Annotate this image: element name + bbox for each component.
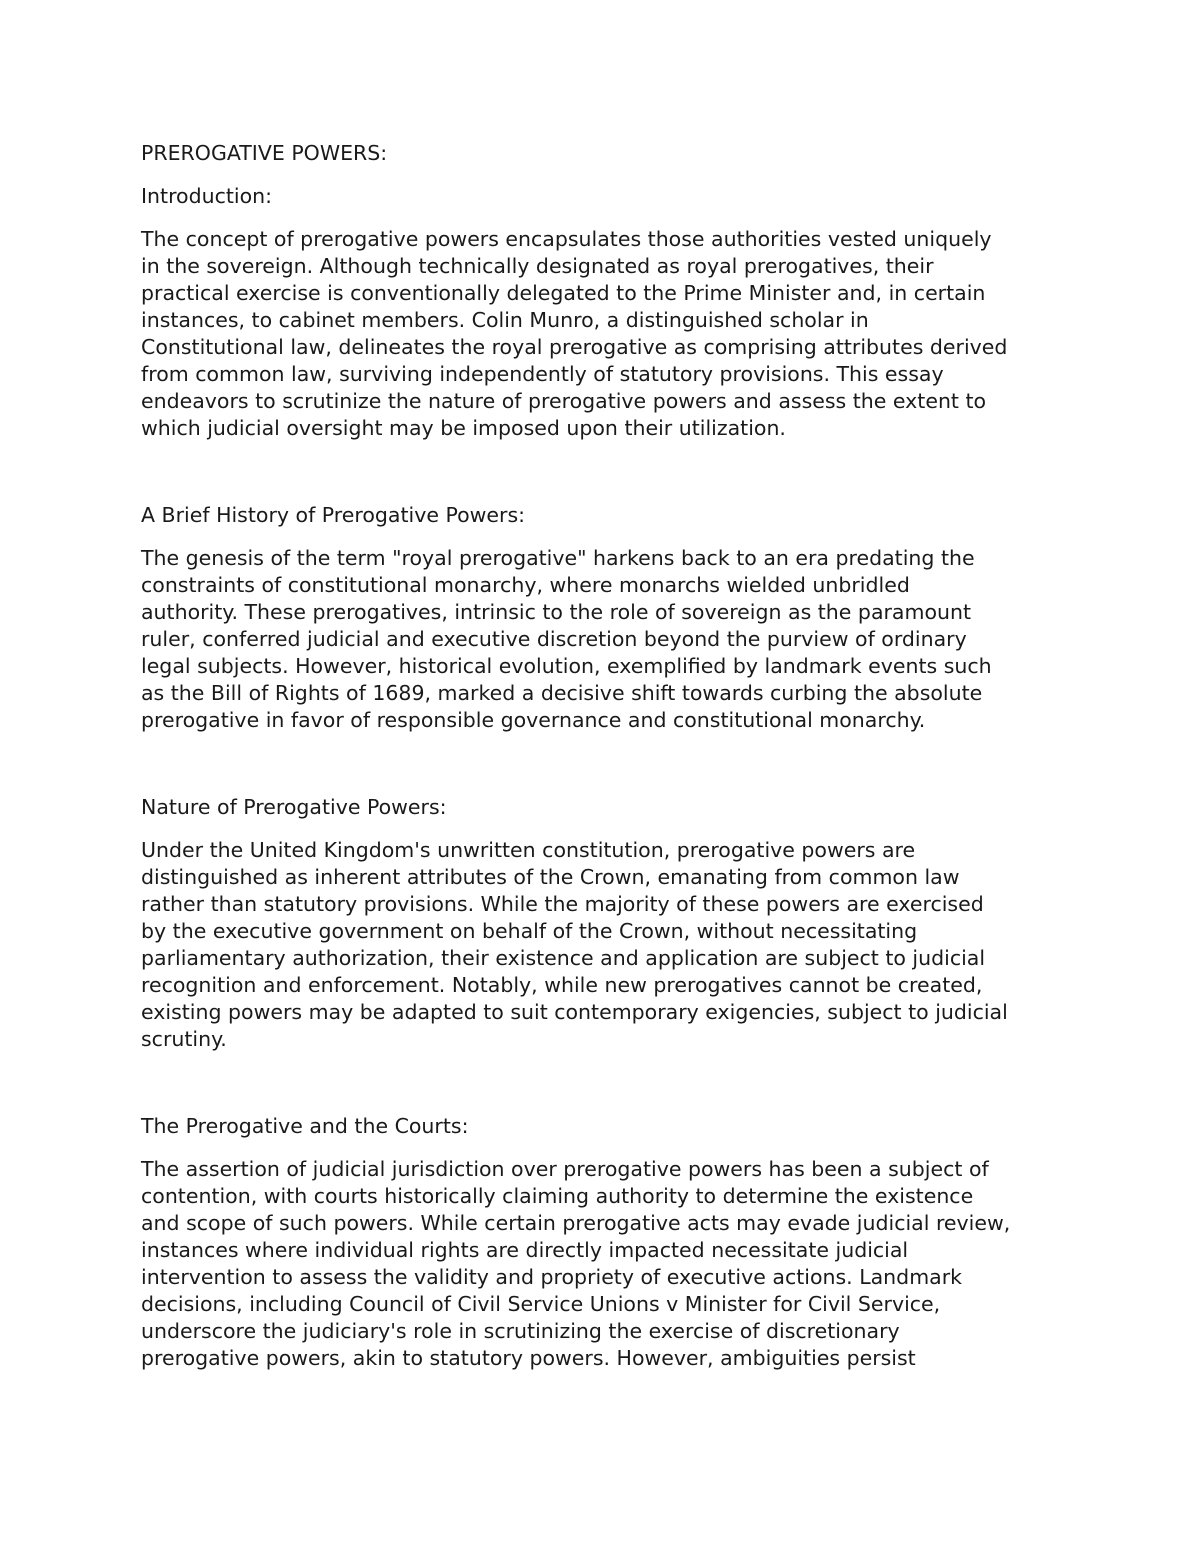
paragraph-line: The assertion of judicial jurisdiction over prerogative powers has been a subject of xyxy=(141,1157,989,1181)
document-title: PREROGATIVE POWERS: xyxy=(141,141,388,165)
paragraph-line: endeavors to scrutinize the nature of prerogative powers and assess the extent to xyxy=(141,389,987,413)
section-paragraph xyxy=(141,226,1066,442)
section-1 xyxy=(141,183,1066,442)
paragraph-line: scrutiny. xyxy=(141,1027,227,1051)
paragraph-line: decisions, including Council of Civil Service Unions v Minister for Civil Service, xyxy=(141,1292,941,1316)
paragraph-line: underscore the judiciary's role in scrutinizing the exercise of discretionary xyxy=(141,1319,900,1343)
section-paragraph xyxy=(141,1156,1066,1372)
paragraph-line: contention, with courts historically claiming authority to determine the existence xyxy=(141,1184,974,1208)
section-heading: Nature of Prerogative Powers: xyxy=(141,795,447,819)
paragraph-line: The genesis of the term "royal prerogative" harkens back to an era predating the xyxy=(141,546,975,570)
section-heading: The Prerogative and the Courts: xyxy=(141,1114,469,1138)
section-heading: A Brief History of Prerogative Powers: xyxy=(141,503,526,527)
section-paragraph xyxy=(141,545,1066,734)
paragraph-line: intervention to assess the validity and propriety of executive actions. Landmark xyxy=(141,1265,963,1289)
paragraph-line: existing powers may be adapted to suit contemporary exigencies, subject to judicial xyxy=(141,1000,1008,1024)
paragraph-line: recognition and enforcement. Notably, while new prerogatives cannot be created, xyxy=(141,973,983,997)
paragraph-line: parliamentary authorization, their existence and application are subject to judicial xyxy=(141,946,986,970)
section-heading: Introduction: xyxy=(141,184,273,208)
paragraph-line: by the executive government on behalf of the Crown, without necessitating xyxy=(141,919,918,943)
section-4 xyxy=(141,1113,1066,1372)
paragraph-line: from common law, surviving independently of statutory provisions. This essay xyxy=(141,362,944,386)
paragraph-line: prerogative in favor of responsible governance and constitutional monarchy. xyxy=(141,708,926,732)
paragraph-line: The concept of prerogative powers encapsulates those authorities vested uniquely xyxy=(141,227,992,251)
paragraph-line: practical exercise is conventionally delegated to the Prime Minister and, in certain xyxy=(141,281,986,305)
paragraph-line: authority. These prerogatives, intrinsic to the role of sovereign as the paramount xyxy=(141,600,972,624)
paragraph-line: instances, to cabinet members. Colin Munro, a distinguished scholar in xyxy=(141,308,869,332)
paragraph-line: prerogative powers, akin to statutory powers. However, ambiguities persist xyxy=(141,1346,916,1370)
paragraph-line: Under the United Kingdom's unwritten constitution, prerogative powers are xyxy=(141,838,916,862)
paragraph-line: distinguished as inherent attributes of the Crown, emanating from common law xyxy=(141,865,960,889)
paragraph-line: ruler, conferred judicial and executive discretion beyond the purview of ordinary xyxy=(141,627,967,651)
paragraph-line: in the sovereign. Although technically designated as royal prerogatives, their xyxy=(141,254,934,278)
section-2 xyxy=(141,502,1066,734)
paragraph-line: constraints of constitutional monarchy, where monarchs wielded unbridled xyxy=(141,573,910,597)
paragraph-line: legal subjects. However, historical evolution, exemplified by landmark events such xyxy=(141,654,992,678)
section-paragraph xyxy=(141,837,1066,1053)
paragraph-line: rather than statutory provisions. While the majority of these powers are exercised xyxy=(141,892,984,916)
sections-container xyxy=(141,183,1066,1372)
section-3 xyxy=(141,794,1066,1053)
paragraph-line: instances where individual rights are directly impacted necessitate judicial xyxy=(141,1238,909,1262)
paragraph-line: which judicial oversight may be imposed upon their utilization. xyxy=(141,416,786,440)
paragraph-line: Constitutional law, delineates the royal prerogative as comprising attributes derived xyxy=(141,335,1008,359)
document-body xyxy=(141,140,1066,1432)
paragraph-line: as the Bill of Rights of 1689, marked a decisive shift towards curbing the absolute xyxy=(141,681,983,705)
paragraph-line: and scope of such powers. While certain prerogative acts may evade judicial review, xyxy=(141,1211,1011,1235)
